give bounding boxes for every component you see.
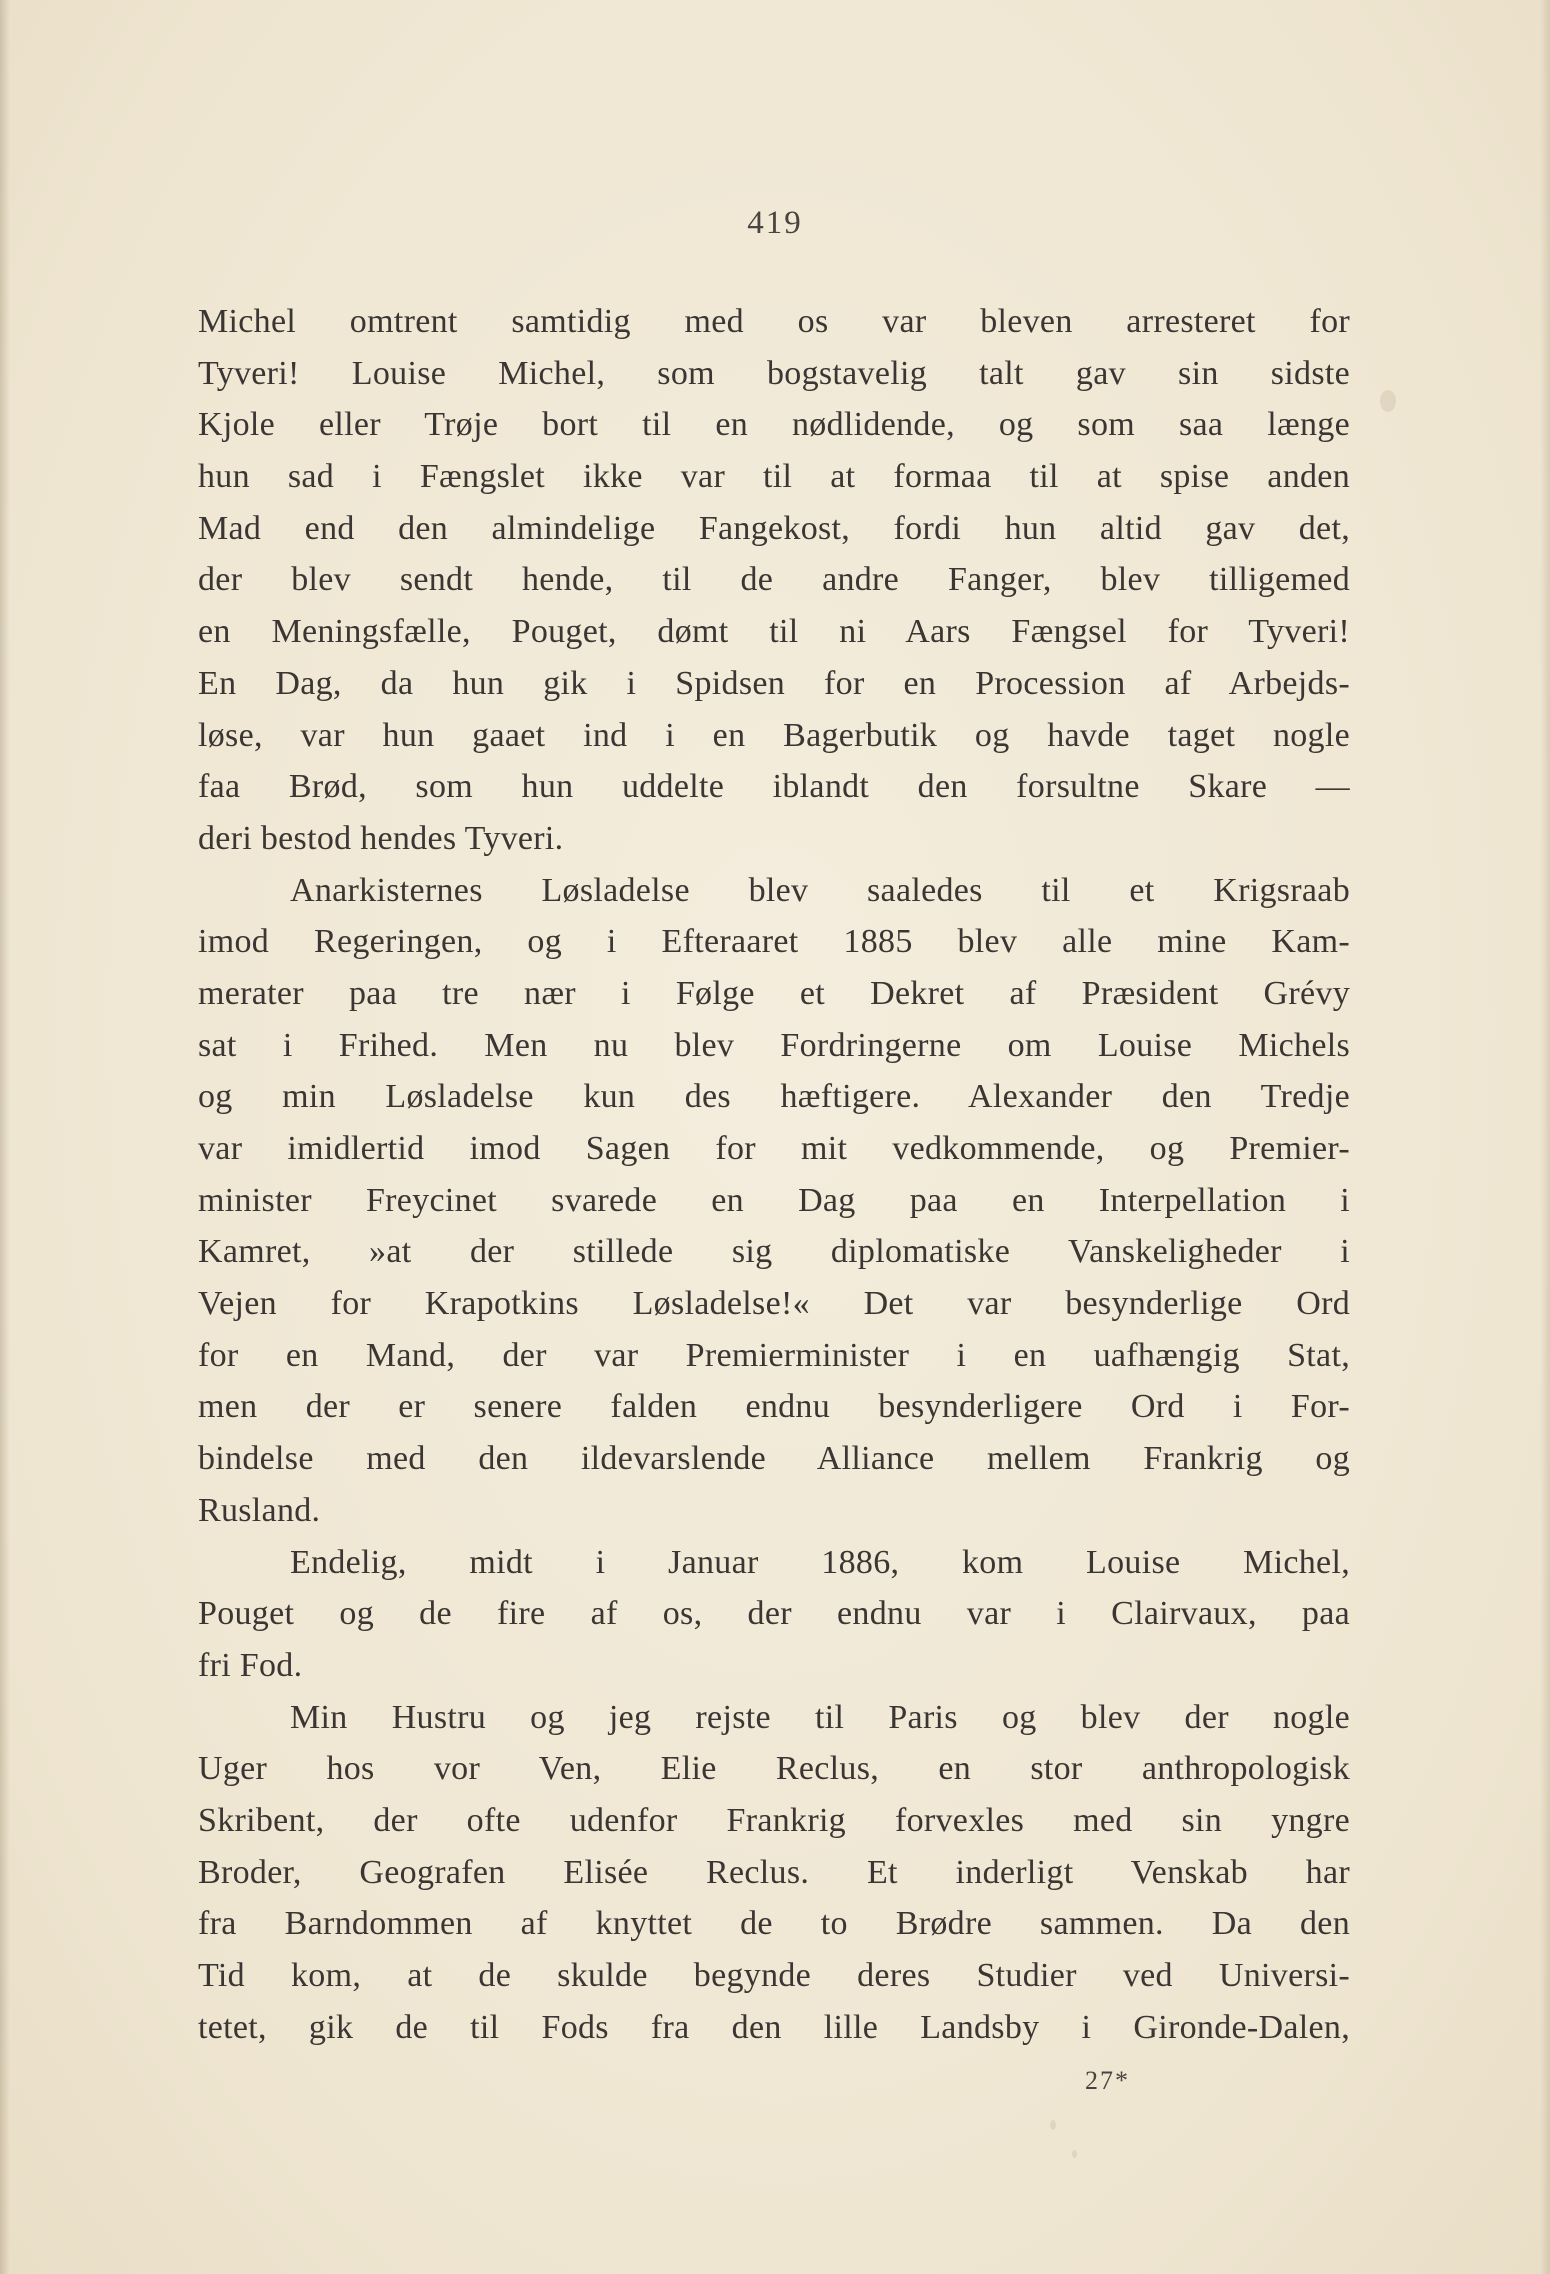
- text-line: merater paa tre nær i Følge et Dekret af Præsident Grévy: [198, 974, 1350, 1012]
- text-line: løse, var hun gaaet ind i en Bagerbutik og havde taget nogle: [198, 716, 1350, 754]
- text-line: og min Løsladelse kun des hæftigere. Alexander den Tredje: [198, 1078, 1350, 1116]
- text-line: Min Hustru og jeg rejste til Paris og blev der nogle: [290, 1698, 1350, 1736]
- text-line: var imidlertid imod Sagen for mit vedkommende, og Premier-: [198, 1130, 1350, 1167]
- text-line: Rusland.: [198, 1491, 321, 1529]
- text-line: deri bestod hendes Tyveri.: [198, 819, 564, 857]
- text-line: en Meningsfælle, Pouget, dømt til ni Aars Fængsel for Tyveri!: [198, 613, 1350, 651]
- text-line: Uger hos vor Ven, Elie Reclus, en stor anthropologisk: [198, 1750, 1350, 1788]
- page-number: 419: [747, 205, 803, 241]
- text-line: Skribent, der ofte udenfor Frankrig forvexles med sin yngre: [198, 1801, 1350, 1839]
- paper-stain: [1380, 390, 1396, 412]
- text-line: hun sad i Fængslet ikke var til at formaa til at spise anden: [198, 458, 1350, 496]
- text-line: Kamret, »at der stillede sig diplomatiske Vanskeligheder i: [198, 1233, 1350, 1271]
- text-line: fra Barndommen af knyttet de to Brødre sammen. Da den: [198, 1905, 1350, 1943]
- text-line: Broder, Geografen Elisée Reclus. Et inderligt Venskab har: [198, 1853, 1350, 1891]
- text-line: Tyveri! Louise Michel, som bogstavelig talt gav sin sidste: [198, 354, 1350, 392]
- text-line: men der er senere falden endnu besynderligere Ord i For-: [198, 1388, 1350, 1426]
- body-text: [198, 296, 1350, 2053]
- paper-stain: [1050, 2120, 1056, 2130]
- text-line: sat i Frihed. Men nu blev Fordringerne om Louise Michels: [198, 1026, 1350, 1064]
- text-line: Endelig, midt i Januar 1886, kom Louise Michel,: [290, 1543, 1350, 1581]
- text-line: imod Regeringen, og i Efteraaret 1885 blev alle mine Kam-: [198, 923, 1350, 961]
- signature-mark: 27*: [1085, 2066, 1130, 2095]
- text-line: En Dag, da hun gik i Spidsen for en Procession af Arbejds-: [198, 664, 1350, 702]
- text-line: Tid kom, at de skulde begynde deres Studier ved Universi-: [198, 1957, 1350, 1994]
- text-line: Pouget og de fire af os, der endnu var i Clairvaux, paa: [198, 1595, 1350, 1633]
- text-line: for en Mand, der var Premierminister i en uafhængig Stat,: [198, 1336, 1350, 1374]
- text-line: Anarkisternes Løsladelse blev saaledes til et Krigsraab: [290, 871, 1350, 909]
- text-line: fri Fod.: [198, 1646, 303, 1684]
- text-line: tetet, gik de til Fods fra den lille Landsby i Gironde-Dalen,: [198, 2008, 1350, 2046]
- text-line: Kjole eller Trøje bort til en nødlidende, og som saa længe: [198, 406, 1350, 444]
- text-line: Vejen for Krapotkins Løsladelse!« Det var besynderlige Ord: [198, 1285, 1350, 1323]
- text-line: der blev sendt hende, til de andre Fanger, blev tilligemed: [198, 561, 1350, 599]
- text-line: bindelse med den ildevarslende Alliance mellem Frankrig og: [198, 1440, 1350, 1478]
- text-line: Michel omtrent samtidig med os var bleven arresteret for: [198, 303, 1350, 340]
- text-line: Mad end den almindelige Fangekost, fordi hun altid gav det,: [198, 509, 1350, 547]
- text-line: minister Freycinet svarede en Dag paa en Interpellation i: [198, 1181, 1350, 1219]
- paper-stain: [1072, 2150, 1077, 2158]
- text-line: faa Brød, som hun uddelte iblandt den forsultne Skare —: [198, 768, 1350, 806]
- right-edge-shadow: [1540, 0, 1550, 2274]
- left-edge-shadow: [0, 0, 10, 2274]
